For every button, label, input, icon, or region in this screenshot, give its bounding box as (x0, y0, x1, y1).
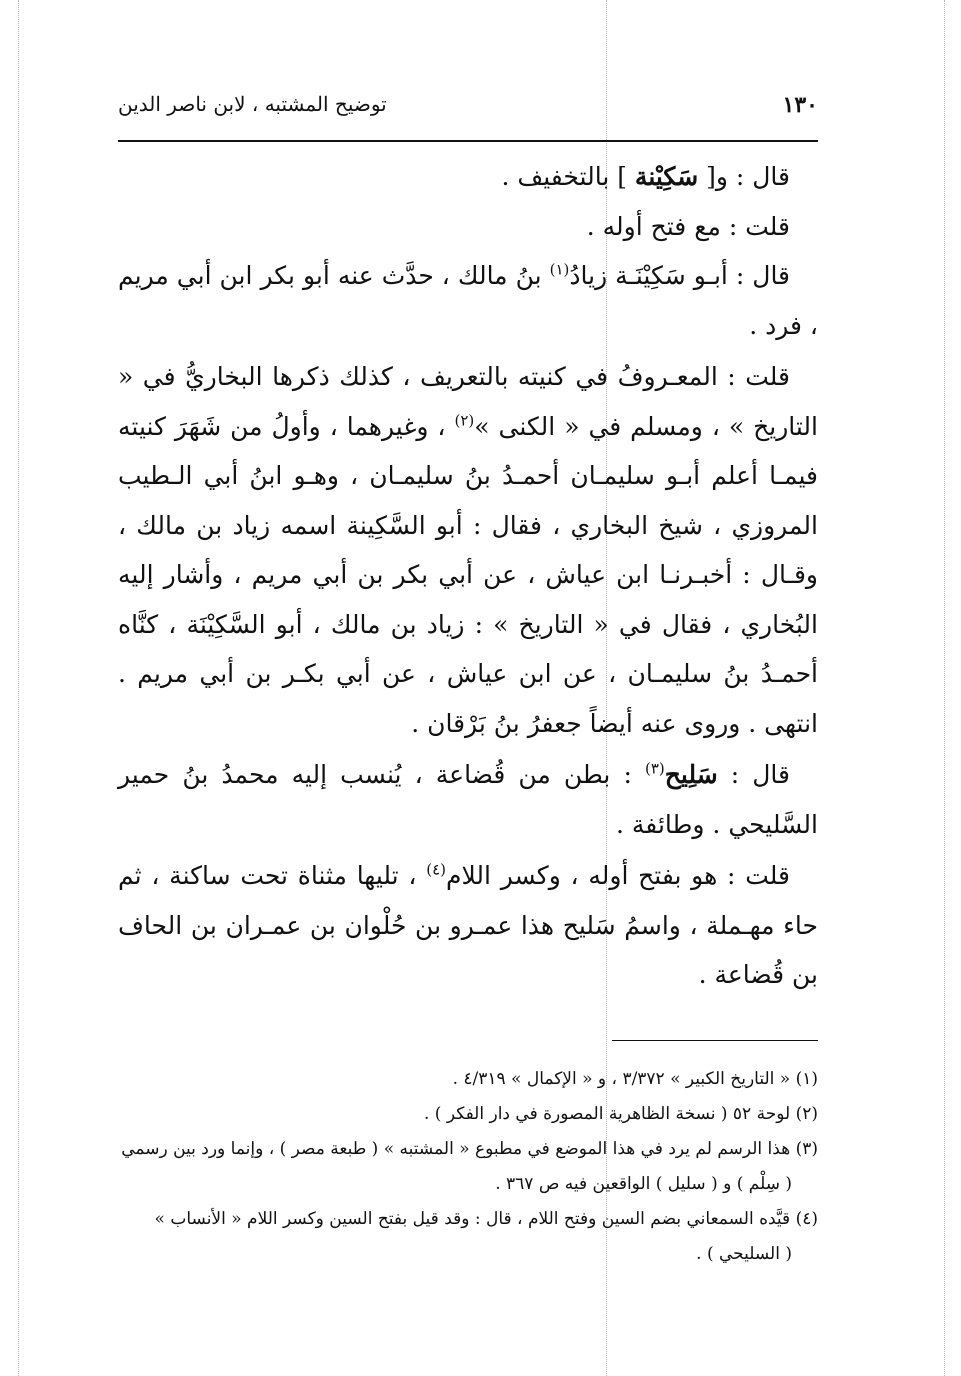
paragraph-abu-sakina (118, 251, 818, 350)
footnote-4: (٤) قيَّده السمعاني بضم السين وفتح اللام ، قال : وقد قيل بفتح السين وكسر اللام « الأنساب » (154, 1209, 818, 1229)
paragraph-qultu-maruf (118, 352, 818, 748)
main-text (118, 152, 818, 1000)
footnote-marker: (١) (549, 260, 570, 279)
text-run: قلت : هو بفتح أوله ، وكسر اللام (445, 861, 790, 890)
page-number: ١٣٠ (782, 92, 818, 118)
entry-headword: سَلِيح (664, 760, 718, 789)
text-run: قلت : مع فتح أوله . (586, 211, 790, 241)
footnote-marker: (٤) (426, 860, 446, 879)
text-run: : بطن من قُضاعة ، يُنسب إليه محمدُ بنُ حمير السَّليحي . وطائفة . (118, 760, 818, 839)
paragraph-qultu-bifath (118, 851, 818, 1000)
text-run: قال : (717, 760, 790, 789)
running-title: توضيح المشتبه ، لابن ناصر الدين (118, 92, 387, 116)
footnote-marker: (٢) (454, 411, 475, 430)
text-run: ، وغيرهما ، وأولُ من شَهَرَ كنيته فيمـا أعلم أبـو سليمـان أحمـدُ بنُ سليمـان ، وهـو ابنُ أبي الـطيب المروزي ، شيخ البخاري ، فقال : أبو السَّكِينة اسمه زياد بن مالك ، وقـال : أخبـرنـا ابن عياش ، عن أبي بكر بن أبي مريم ، وأشار إليه البُخاري ، فقال في « التاريخ » : زياد بن مالك ، أبو السَّكِيْنَة ، كنَّاه أحمـدُ بنُ سليمـان ، عن ابن عياش ، عن أبي بكـر بن أبي مريم . انتهى . وروى عنه أيضاً جعفرُ بنُ بَرْقان . (118, 411, 818, 738)
paragraph-qala-salih (118, 750, 818, 849)
footnote-rule (612, 1040, 818, 1041)
text-run: ، تليها مثناة تحت ساكنة ، ثم حاء مهـملة ، واسمُ سَليح هذا عمـرو بن حُلْوان بن عمـران بن الحاف بن قُضاعة . (118, 861, 818, 989)
footnotes (118, 1062, 818, 1272)
text-run: قلت : المعـروفُ في كنيته بالتعريف ، كذلك ذكرها البخاريُّ في « التاريخ » ، ومسلم في « الكنى » (118, 362, 818, 441)
scan-guide-line (944, 0, 945, 1376)
header-rule (118, 140, 818, 142)
entry-headword: سَكِيْنة (634, 162, 699, 191)
footnote-4-continuation: ( السليحي ) . (696, 1244, 792, 1264)
footnote-3-continuation: ( سِلْم ) و ( سليل ) الواقعين فيه ص ٣٦٧ . (495, 1174, 792, 1194)
footnote-marker: (٣) (644, 759, 665, 778)
paragraph-qultu-fath (118, 202, 818, 252)
page-header (118, 86, 818, 126)
text-run: قال : و[ (698, 162, 790, 191)
footnote-2: (٢) لوحة ٥٢ ( نسخة الظاهرية المصورة في دار الفكر ) . (423, 1104, 818, 1124)
footnote-1: (١) « التاريخ الكبير » ٣/٣٧٢ ، و « الإكمال » ٤/٣١٩ . (452, 1069, 818, 1089)
footnote-3: (٣) هذا الرسم لم يرد في هذا الموضع في مطبوع « المشتبه » ( طبعة مصر ) ، وإنما ورد بين رسمي (121, 1139, 818, 1159)
paragraph-qala-sakina (118, 152, 818, 202)
scan-guide-line (18, 0, 19, 1376)
text-run: قال : أبـو سَكِيْنَـة زيادُ (569, 261, 791, 290)
text-run: ] بالتخفيف . (501, 162, 635, 191)
text-run: بنُ مالك ، حدَّث عنه أبو بكر ابن أبي مريم ، فرد . (118, 261, 818, 340)
